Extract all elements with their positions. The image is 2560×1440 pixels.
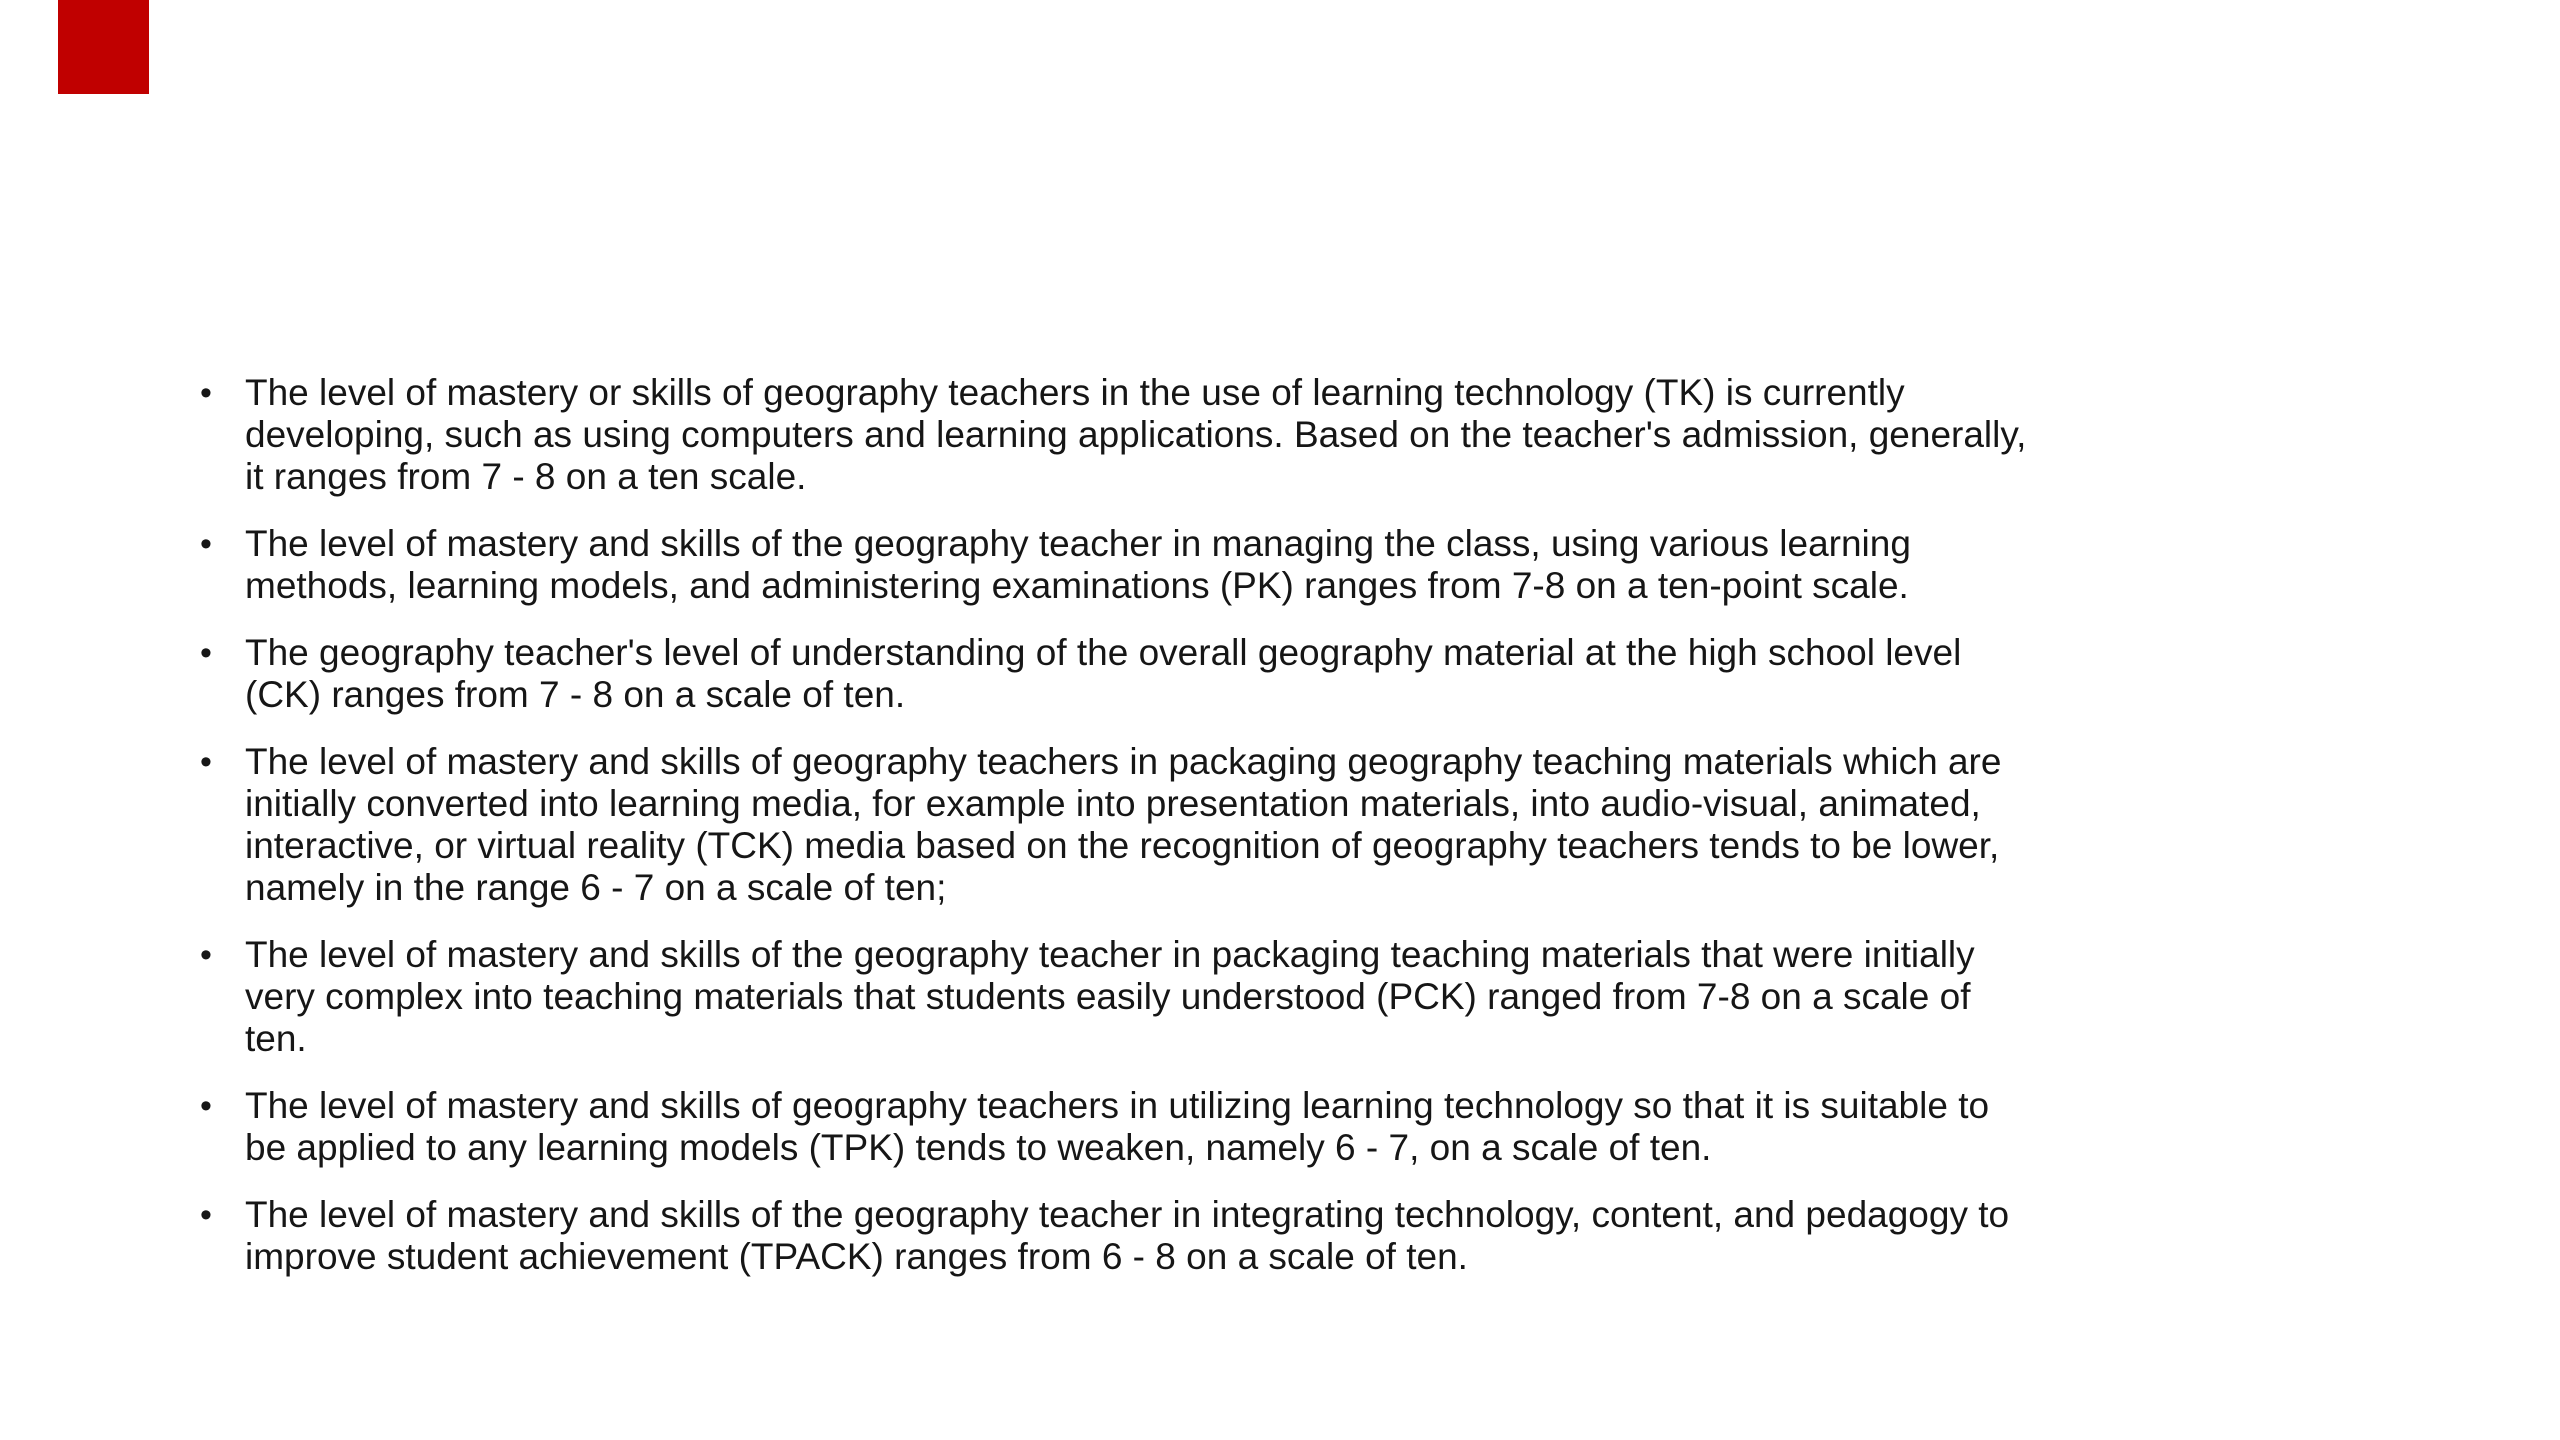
bullet-icon: • — [200, 1087, 212, 1125]
bullet-text-line: very complex into teaching materials that students easily understood (PCK) ranged from 7-8 on a scale of — [245, 976, 1971, 1017]
bullet-icon: • — [200, 374, 212, 412]
bullet-list — [200, 372, 2420, 1278]
bullet-text-line: The geography teacher's level of understanding of the overall geography material at the high school level — [245, 632, 1962, 673]
bullet-item — [200, 934, 2420, 1060]
bullet-icon: • — [200, 525, 212, 563]
bullet-text-line: The level of mastery and skills of the geography teacher in packaging teaching materials that were initially — [245, 934, 1975, 975]
bullet-text-line: be applied to any learning models (TPK) tends to weaken, namely 6 - 7, on a scale of ten. — [245, 1127, 1712, 1168]
bullet-icon: • — [200, 936, 212, 974]
bullet-item — [200, 1085, 2420, 1169]
bullet-text-line: initially converted into learning media, for example into presentation materials, into audio-visual, animated, — [245, 783, 1981, 824]
red-corner-mark — [58, 0, 149, 94]
bullet-icon: • — [200, 634, 212, 672]
bullet-icon: • — [200, 1196, 212, 1234]
bullet-text-line: (CK) ranges from 7 - 8 on a scale of ten. — [245, 674, 906, 715]
bullet-item — [200, 741, 2420, 909]
bullet-text-line: The level of mastery and skills of geography teachers in packaging geography teaching materials which are — [245, 741, 2002, 782]
bullet-text-line: methods, learning models, and administering examinations (PK) ranges from 7-8 on a ten-point scale. — [245, 565, 1909, 606]
bullet-item — [200, 1194, 2420, 1278]
bullet-icon: • — [200, 743, 212, 781]
bullet-text-line: The level of mastery and skills of the geography teacher in managing the class, using various learning — [245, 523, 1911, 564]
bullet-text-line: ten. — [245, 1018, 307, 1059]
bullet-text-line: improve student achievement (TPACK) ranges from 6 - 8 on a scale of ten. — [245, 1236, 1468, 1277]
bullet-text-line: it ranges from 7 - 8 on a ten scale. — [245, 456, 807, 497]
bullet-text-line: namely in the range 6 - 7 on a scale of ten; — [245, 867, 947, 908]
bullet-text-line: The level of mastery or skills of geography teachers in the use of learning technology (TK) is currently — [245, 372, 1905, 413]
bullet-item — [200, 372, 2420, 498]
bullet-text-line: The level of mastery and skills of geography teachers in utilizing learning technology so that it is suitable to — [245, 1085, 1990, 1126]
bullet-text-line: interactive, or virtual reality (TCK) media based on the recognition of geography teachers tends to be lower, — [245, 825, 2000, 866]
bullet-item — [200, 523, 2420, 607]
bullet-text-line: The level of mastery and skills of the geography teacher in integrating technology, content, and pedagogy to — [245, 1194, 2010, 1235]
bullet-item — [200, 632, 2420, 716]
bullet-text-line: developing, such as using computers and learning applications. Based on the teacher's admission, generally, — [245, 414, 2027, 455]
